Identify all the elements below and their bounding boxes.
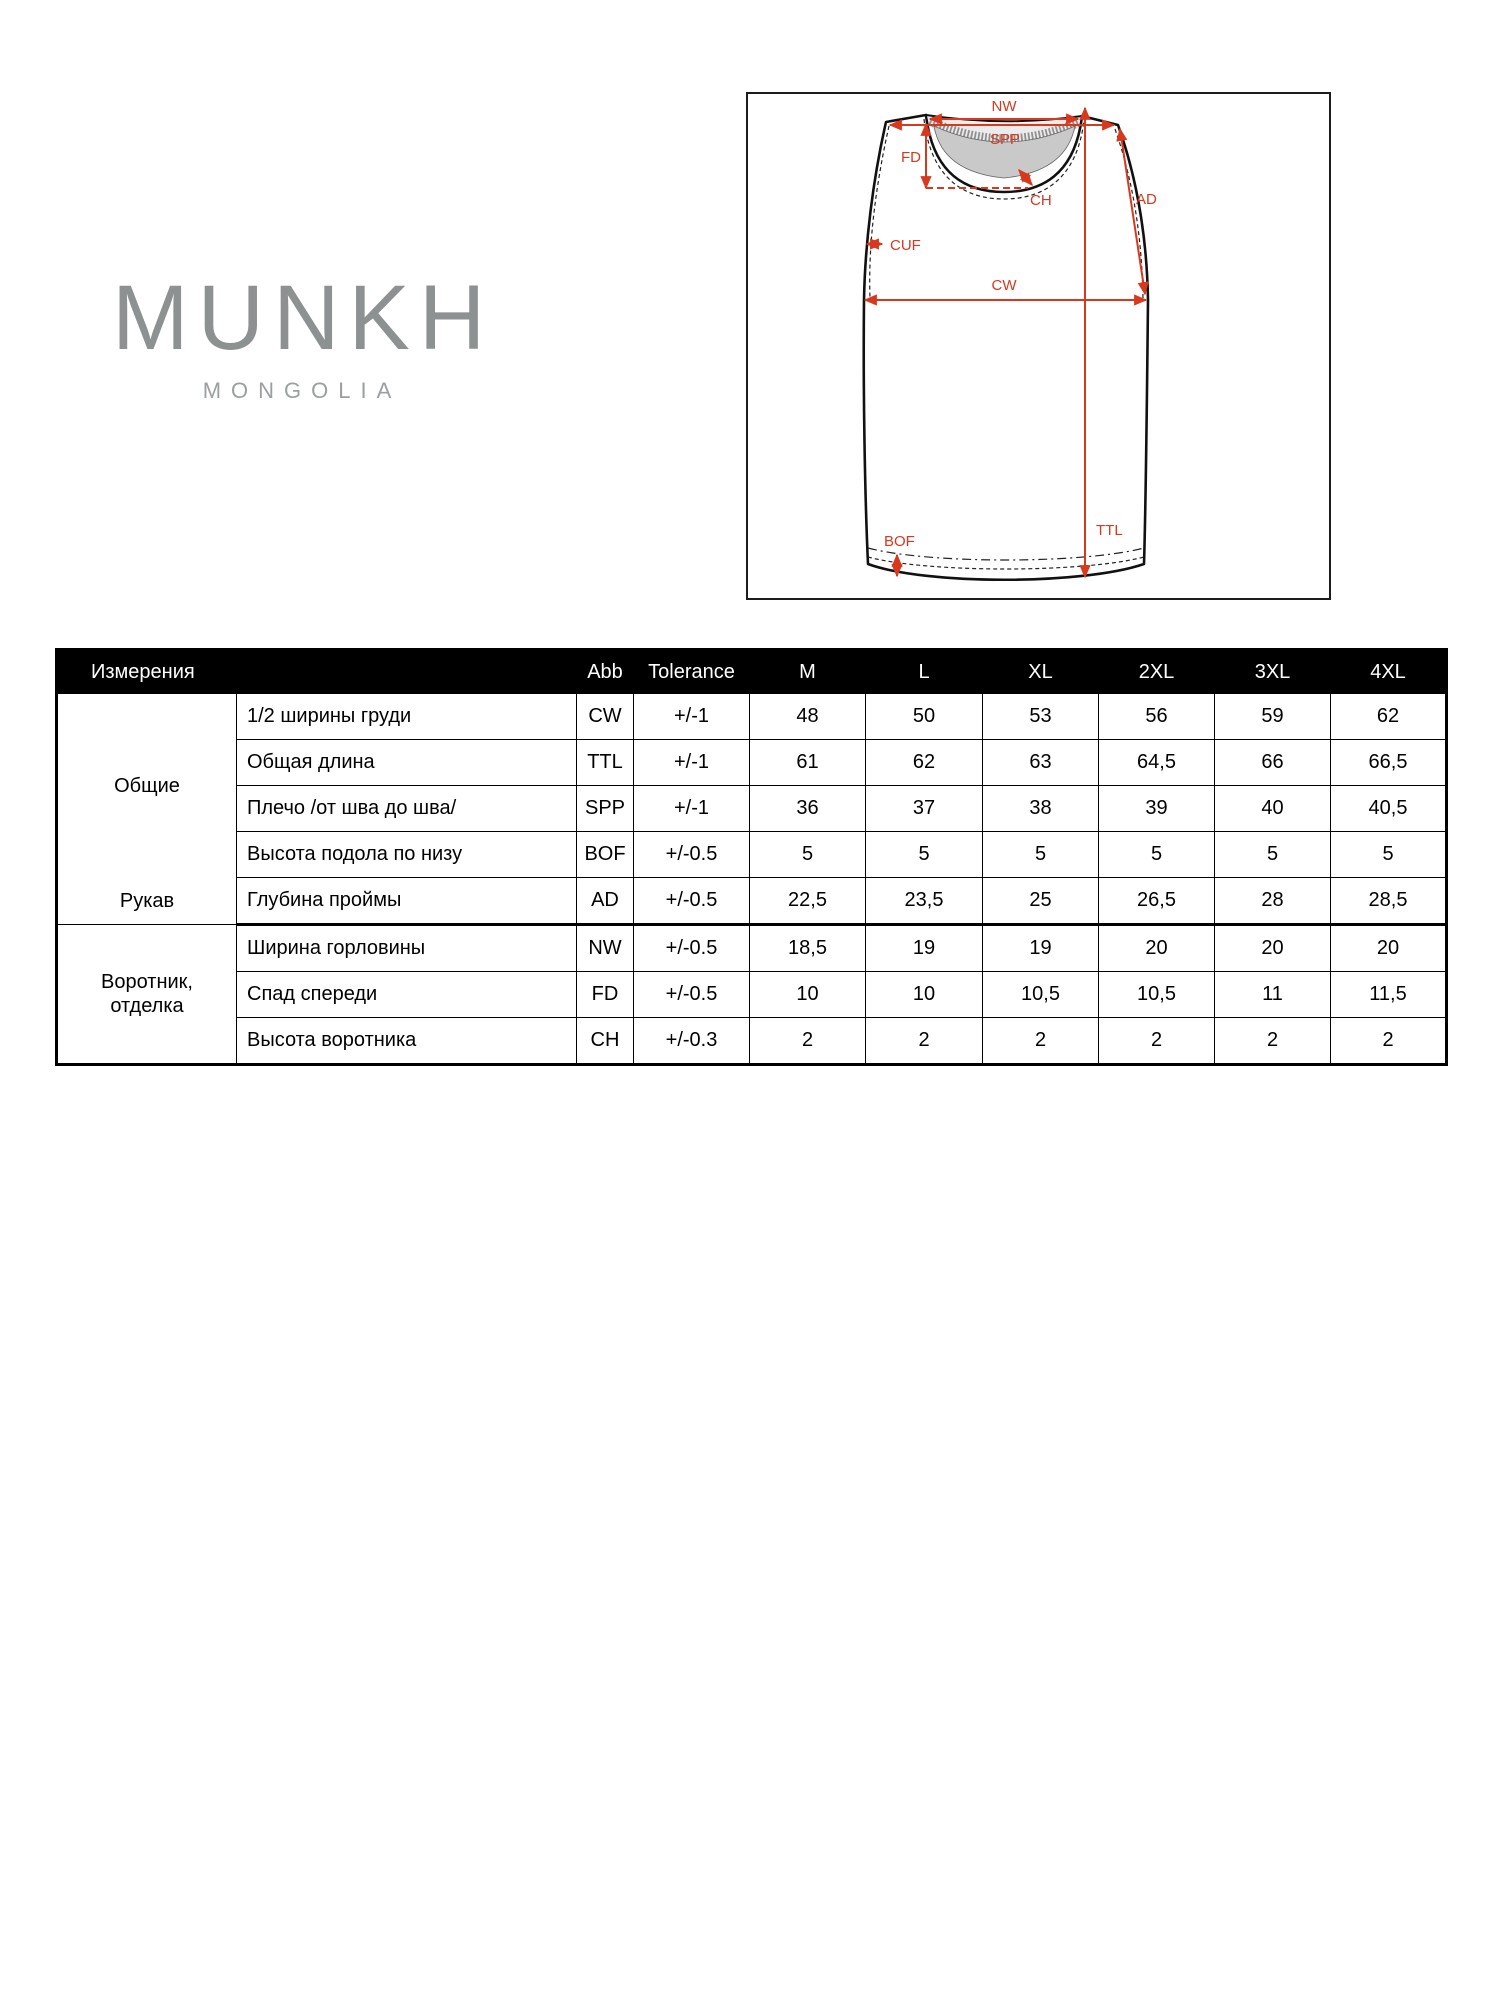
header-size-2xl: 2XL bbox=[1099, 650, 1215, 694]
value-3xl: 11 bbox=[1215, 972, 1331, 1018]
value-4xl: 28,5 bbox=[1331, 878, 1447, 925]
table-row bbox=[57, 694, 1447, 740]
value-3xl: 28 bbox=[1215, 878, 1331, 925]
row-abb: NW bbox=[577, 925, 634, 972]
row-tolerance: +/-0.5 bbox=[634, 878, 750, 925]
value-4xl: 2 bbox=[1331, 1018, 1447, 1065]
garment-diagram bbox=[746, 92, 1331, 600]
value-2xl: 20 bbox=[1099, 925, 1215, 972]
row-abb: TTL bbox=[577, 740, 634, 786]
table-row bbox=[57, 740, 1447, 786]
table-row bbox=[57, 925, 1447, 972]
ch-label: CH bbox=[1030, 192, 1052, 209]
row-abb: SPP bbox=[577, 786, 634, 832]
group-label-collar-line2: отделка bbox=[110, 995, 184, 1017]
value-m: 61 bbox=[750, 740, 866, 786]
value-4xl: 5 bbox=[1331, 832, 1447, 878]
value-m: 5 bbox=[750, 832, 866, 878]
value-2xl: 26,5 bbox=[1099, 878, 1215, 925]
header-size-xl: XL bbox=[983, 650, 1099, 694]
row-abb: CW bbox=[577, 694, 634, 740]
row-abb: BOF bbox=[577, 832, 634, 878]
value-l: 37 bbox=[866, 786, 983, 832]
row-tolerance: +/-1 bbox=[634, 740, 750, 786]
value-2xl: 39 bbox=[1099, 786, 1215, 832]
brand-country: MONGOLIA bbox=[202, 378, 402, 403]
row-name: Общая длина bbox=[237, 740, 577, 786]
value-3xl: 20 bbox=[1215, 925, 1331, 972]
header-size-l: L bbox=[866, 650, 983, 694]
value-3xl: 59 bbox=[1215, 694, 1331, 740]
value-l: 2 bbox=[866, 1018, 983, 1065]
table-row bbox=[57, 1018, 1447, 1065]
value-3xl: 5 bbox=[1215, 832, 1331, 878]
group-label-sleeve: Рукав bbox=[119, 889, 175, 912]
row-tolerance: +/-0.5 bbox=[634, 972, 750, 1018]
group-collar-cell bbox=[57, 925, 237, 1065]
row-name: Ширина горловины bbox=[237, 925, 577, 972]
value-xl: 10,5 bbox=[983, 972, 1099, 1018]
row-tolerance: +/-1 bbox=[634, 786, 750, 832]
value-2xl: 56 bbox=[1099, 694, 1215, 740]
header-size-4xl: 4XL bbox=[1331, 650, 1447, 694]
header-size-3xl: 3XL bbox=[1215, 650, 1331, 694]
row-name: Плечо /от шва до шва/ bbox=[237, 786, 577, 832]
value-m: 36 bbox=[750, 786, 866, 832]
value-xl: 5 bbox=[983, 832, 1099, 878]
group-label-general: Общие bbox=[114, 774, 180, 797]
tank-top-drawing bbox=[748, 94, 1329, 598]
spp-label: SPP bbox=[989, 131, 1021, 148]
brand-name: MUNKH bbox=[112, 267, 495, 369]
row-abb: AD bbox=[577, 878, 634, 925]
table-row bbox=[57, 832, 1447, 878]
bof-label: BOF bbox=[884, 533, 915, 550]
value-xl: 38 bbox=[983, 786, 1099, 832]
group-label-collar-line1: Воротник, bbox=[101, 971, 193, 993]
header-abb: Abb bbox=[577, 650, 634, 694]
value-4xl: 20 bbox=[1331, 925, 1447, 972]
row-abb: FD bbox=[577, 972, 634, 1018]
value-4xl: 40,5 bbox=[1331, 786, 1447, 832]
cw-label: CW bbox=[991, 277, 1017, 294]
value-l: 10 bbox=[866, 972, 983, 1018]
value-l: 62 bbox=[866, 740, 983, 786]
row-abb: CH bbox=[577, 1018, 634, 1065]
value-2xl: 5 bbox=[1099, 832, 1215, 878]
value-m: 18,5 bbox=[750, 925, 866, 972]
table-row bbox=[57, 878, 1447, 925]
value-l: 23,5 bbox=[866, 878, 983, 925]
value-xl: 25 bbox=[983, 878, 1099, 925]
row-tolerance: +/-0.3 bbox=[634, 1018, 750, 1065]
value-xl: 2 bbox=[983, 1018, 1099, 1065]
value-2xl: 2 bbox=[1099, 1018, 1215, 1065]
nw-label: NW bbox=[991, 98, 1017, 115]
cuf-label: CUF bbox=[890, 237, 921, 254]
value-4xl: 66,5 bbox=[1331, 740, 1447, 786]
value-l: 5 bbox=[866, 832, 983, 878]
row-name: Спад спереди bbox=[237, 972, 577, 1018]
value-xl: 63 bbox=[983, 740, 1099, 786]
value-xl: 19 bbox=[983, 925, 1099, 972]
value-3xl: 66 bbox=[1215, 740, 1331, 786]
table-row bbox=[57, 786, 1447, 832]
value-3xl: 2 bbox=[1215, 1018, 1331, 1065]
group-general-sleeve-cell bbox=[57, 694, 237, 925]
size-chart-table bbox=[55, 648, 1448, 1066]
value-xl: 53 bbox=[983, 694, 1099, 740]
header-measurements: Измерения bbox=[57, 650, 577, 694]
value-2xl: 64,5 bbox=[1099, 740, 1215, 786]
ad-label: AD bbox=[1136, 191, 1157, 208]
row-name: Глубина проймы bbox=[237, 878, 577, 925]
brand-logo bbox=[112, 267, 495, 404]
value-l: 19 bbox=[866, 925, 983, 972]
row-name: 1/2 ширины груди bbox=[237, 694, 577, 740]
row-tolerance: +/-0.5 bbox=[634, 925, 750, 972]
ttl-label: TTL bbox=[1096, 522, 1123, 539]
row-tolerance: +/-1 bbox=[634, 694, 750, 740]
value-m: 2 bbox=[750, 1018, 866, 1065]
table-row bbox=[57, 972, 1447, 1018]
value-l: 50 bbox=[866, 694, 983, 740]
row-name: Высота подола по низу bbox=[237, 832, 577, 878]
table-header-row bbox=[57, 650, 1447, 694]
header-size-m: M bbox=[750, 650, 866, 694]
fd-label: FD bbox=[901, 149, 921, 166]
header-tolerance: Tolerance bbox=[634, 650, 750, 694]
value-4xl: 11,5 bbox=[1331, 972, 1447, 1018]
value-2xl: 10,5 bbox=[1099, 972, 1215, 1018]
value-m: 10 bbox=[750, 972, 866, 1018]
row-tolerance: +/-0.5 bbox=[634, 832, 750, 878]
value-4xl: 62 bbox=[1331, 694, 1447, 740]
value-m: 22,5 bbox=[750, 878, 866, 925]
tank-outline bbox=[864, 115, 1148, 580]
row-name: Высота воротника bbox=[237, 1018, 577, 1065]
value-m: 48 bbox=[750, 694, 866, 740]
value-3xl: 40 bbox=[1215, 786, 1331, 832]
